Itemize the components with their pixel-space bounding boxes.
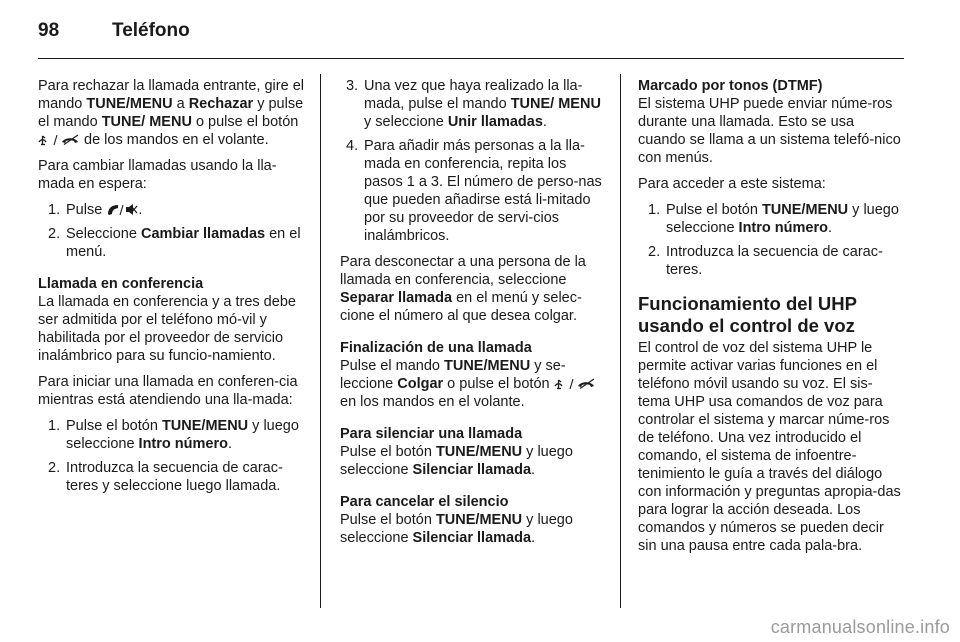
- column-3: [638, 77, 902, 563]
- paragraph-end-call: Pulse el mando TUNE/MENU y se-leccione Colgar o pulse el botón en los mandos en el volante.: [340, 357, 604, 411]
- mute-hangup-icon: [554, 377, 596, 390]
- paragraph-voice-control: El control de voz del sistema UHP le permite activar varias funciones en el teléfono móvil usando su voz. El sis-tema UHP usa comandos de voz para controlar el sistema y marcar núme-ros de teléfono. Una vez introducido el comando, el sistema de infoentre-tenimiento le guía a través del diálogo con información y preguntas apropia-das para lograr la acción deseada. Los comandos y números se pueden decir sin una pausa entre cada pala-bra.: [638, 340, 901, 554]
- heading-mute-call: Para silenciar una llamada: [340, 426, 523, 442]
- paragraph-disconnect-person: Para desconectar a una persona de la llamada en conferencia, seleccione Separar llamada en el menú y selec-cione el número al que desea colgar.: [340, 254, 586, 324]
- list-conference-continued: [340, 77, 604, 245]
- list-item: 1. Pulse .: [48, 202, 143, 218]
- list-item: 1. Pulse el botón TUNE/MENU y luego seleccione Intro número.: [48, 418, 299, 452]
- list-item: 4. Para añadir más personas a la lla-mada en conferencia, repita los pasos 1 a 3. El número de perso-nas que pueden añadirse está li-mitado por su proveedor de servi-cios inalámbricos.: [346, 138, 602, 244]
- header-divider: [38, 58, 904, 59]
- page-title: Teléfono: [112, 20, 190, 41]
- paragraph-reject-call: Para rechazar la llamada entrante, gire el mando TUNE/MENU a Rechazar y pulse el mando TUNE/ MENU o pulse el botón de los mandos en el volante.: [38, 78, 304, 148]
- watermark: carmanualsonline.info: [770, 617, 950, 637]
- heading-conference: Llamada en conferencia: [38, 276, 204, 292]
- column-1: [38, 77, 304, 503]
- heading-cancel-mute: Para cancelar el silencio: [340, 494, 509, 510]
- column-2: [340, 77, 604, 555]
- mute-hangup-icon: [38, 133, 80, 146]
- paragraph-cancel-mute: Pulse el botón TUNE/MENU y luego seleccione Silenciar llamada.: [340, 512, 573, 546]
- paragraph-waiting-call: Para cambiar llamadas usando la lla-mada en espera:: [38, 158, 277, 192]
- paragraph-mute-call: Pulse el botón TUNE/MENU y luego seleccione Silenciar llamada.: [340, 444, 573, 478]
- heading-end-call: Finalización de una llamada: [340, 340, 532, 356]
- heading-dtmf: Marcado por tonos (DTMF): [638, 78, 823, 94]
- list-dtmf-steps: [638, 201, 902, 279]
- heading-voice-control: Funcionamiento del UHP usando el control de voz: [638, 293, 857, 336]
- column-divider-2: [620, 74, 621, 608]
- paragraph-conference-support: La llamada en conferencia y a tres debe ser admitida por el teléfono mó-vil y habilitada por el proveedor de servicio inalámbrico para su funcio-namiento.: [38, 294, 296, 364]
- phone-mute-icon: [106, 203, 138, 216]
- list-item: 2. Seleccione Cambiar llamadas en el menú.: [48, 226, 301, 260]
- list-item: 2. Introduzca la secuencia de carac-teres.: [648, 244, 883, 278]
- list-switch-calls: [38, 201, 304, 261]
- list-start-conference: [38, 417, 304, 495]
- paragraph-start-conference: Para iniciar una llamada en conferen-cia mientras está atendiendo una lla-mada:: [38, 374, 298, 408]
- page-number: 98: [38, 20, 60, 41]
- paragraph-dtmf: El sistema UHP puede enviar núme-ros durante una llamada. Esto se usa cuando se llama a un sistema telefó-nico con menús.: [638, 96, 901, 166]
- list-item: 1. Pulse el botón TUNE/MENU y luego seleccione Intro número.: [648, 202, 899, 236]
- list-item: 3. Una vez que haya realizado la lla-mada, pulse el mando TUNE/ MENU y seleccione Unir llamadas.: [346, 78, 601, 130]
- paragraph-access-system: Para acceder a este sistema:: [638, 176, 826, 192]
- list-item: 2. Introduzca la secuencia de carac-teres y seleccione luego llamada.: [48, 460, 283, 494]
- column-divider-1: [320, 74, 321, 608]
